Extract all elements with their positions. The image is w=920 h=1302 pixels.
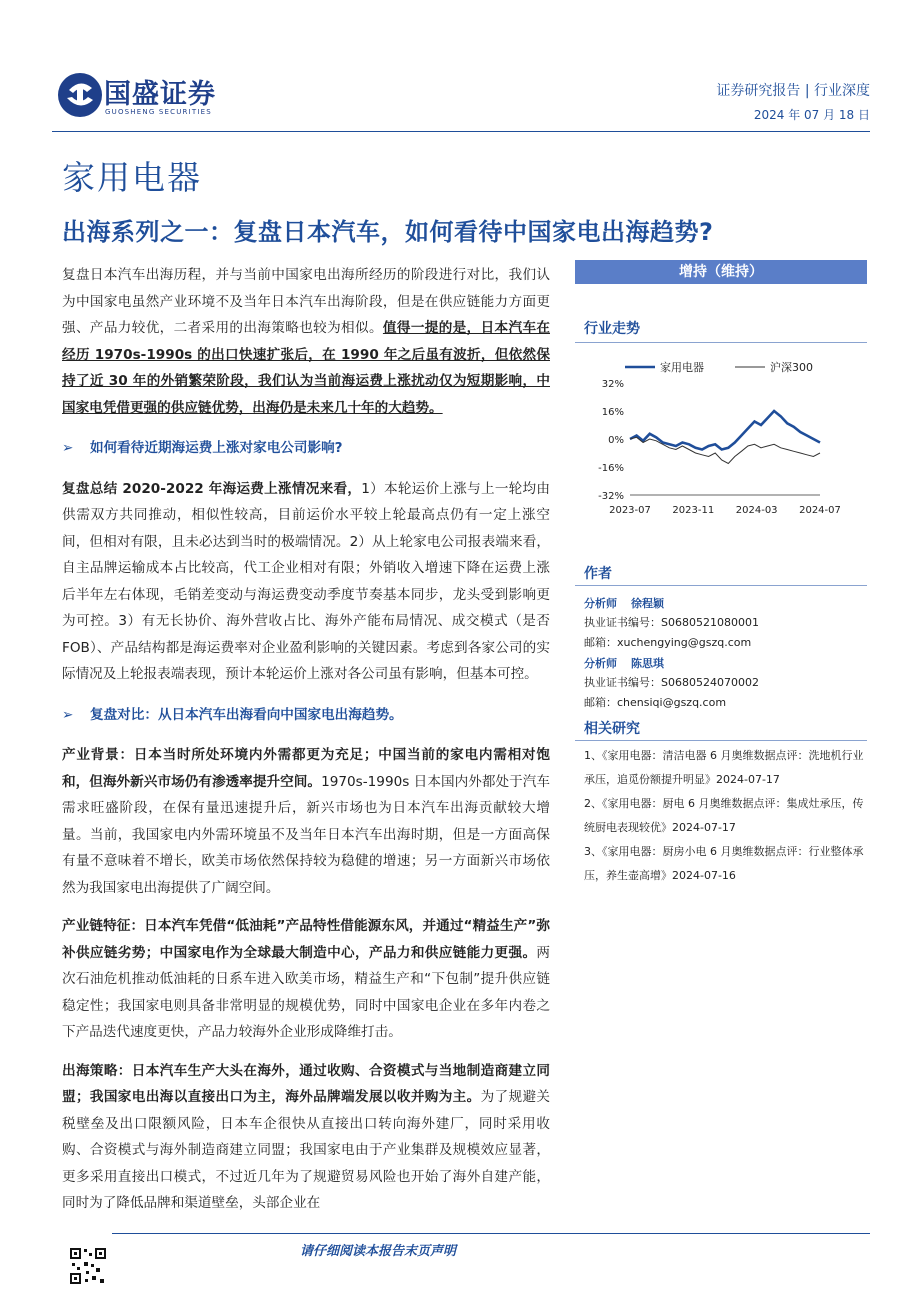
industry-trend-chart [580,355,870,525]
legend-label: 沪深300 [770,361,813,374]
author-1-email: 邮箱：xuchengying@gszq.com [584,636,752,649]
industry-title: 家用电器 [62,158,202,197]
footer-divider [112,1233,870,1234]
p1-body: 1970s-1990s 日本国内外都处于汽车需求旺盛阶段，在保有量迅速提升后，新兴市场也为日本汽车出海贡献较大增量。当前，我国家电内外需环境虽不及当年日本汽车出海时期，但是一方面高保有量不意味着不增长，欧美市场依然保持较为稳健的增速；另一方面新兴市场依然为我国家电出海提供了广阔空间。 [62,773,550,896]
p2-lead: 产业链特征：日本汽车凭借“低油耗”产品特性借能源东风，并通过“精益生产”弥补供应链劣势；中国家电作为全球最大制造中心，产品力和供应链能力更强。 [62,918,550,961]
report-body [62,262,550,1217]
author-1 [584,595,664,611]
author-name: 陈思琪 [631,657,664,670]
industry-background-paragraph [62,742,550,901]
header-divider [52,131,870,132]
y-tick-label: 32% [601,379,624,390]
report-type: 证券研究报告 | 行业深度 [716,83,870,99]
section1-body: 1）本轮运价上涨与上一轮均由供需双方共同推动，相似性较高，目前运价水平较上轮最高点仍有一定上涨空间，但相对有限，且未必达到当时的极端情况。2）从上轮家电公司报表端来看，自主品牌运输成本占比较高，代工企业相对有限；外销收入增速下降在运费上涨后半年左右体现，毛销差变动与海运费变动季度节奏基本同步，龙头受到影响更为可控。3）有无长协价、海外营收占比、海外产能布局情况、成交模式（是否 FOB）、产品结构都是海运费率对企业盈利影响的关键因素。考虑到各家公司的实际情况及上轮报表端表现，预计本轮运价上涨对各公司虽有影响，但基本可控。 [62,480,550,682]
author-name: 徐程颖 [631,597,664,610]
trend-divider [575,342,867,343]
rating-badge: 增持（维持） [575,260,867,284]
qr-code-icon [68,1246,108,1286]
footer-disclaimer: 请仔细阅读本报告末页声明 [300,1244,457,1259]
authors-divider [575,585,867,586]
x-tick-label: 2023-11 [672,505,715,516]
author-2-email: 邮箱：chensiqi@gszq.com [584,696,727,709]
section1-bullet-text: 如何看待近期海运费上涨对家电公司影响? [90,440,343,456]
summary-highlight: 值得一提的是，日本汽车在经历 1970s-1990s 的出口快速扩张后，在 1990 年之后虽有波折，但依然保持了近 30 年的外销繁荣阶段，我们认为当前海运费上涨扰动仅为短期影响，中国家电凭借更强的供应链优势，出海仍是未来几十年的大趋势。 [62,320,550,416]
author-2-cert: 执业证书编号：S0680524070002 [584,676,759,689]
authors-title: 作者 [584,566,612,582]
trend-title: 行业走势 [584,321,640,337]
y-tick-label: 16% [601,407,624,418]
legend-label: 家用电器 [660,361,704,374]
y-tick-label: -32% [598,491,624,502]
strategy-paragraph [62,1058,550,1217]
p1-lead: 产业背景：日本当时所处环境内外需都更为充足；中国当前的家电内需相对饱和，但海外新兴市场仍有渗透率提升空间。 [62,747,550,790]
author-role: 分析师 [584,597,617,610]
p3-lead: 出海策略：日本汽车生产大头在海外，通过收购、合资模式与当地制造商建立同盟；我国家电出海以直接出口为主，海外品牌端发展以收并购为主。 [62,1062,550,1105]
p3-body: 为了规避关税壁垒及出口限额风险，日本车企很快从直接出口转向海外建厂，同时采用收购、合资模式与海外制造商建立同盟；我国家电由于产业集群及规模效应显著，更多采用直接出口模式，不过近几年为了规避贸易风险也开始了海外自建产能，同时为了降低品牌和渠道壁垒，头部企业在 [62,1089,550,1211]
logo-english-text: GUOSHENG SECURITIES [105,108,212,116]
section1-paragraph [62,476,550,688]
series-line-2 [630,437,820,463]
related-title: 相关研究 [584,721,640,737]
related-item[interactable]: 1、《家用电器：清洁电器 6 月奥维数据点评：洗地机行业承压，追觅份额提升明显》2024-07-17 [584,749,864,786]
supply-chain-paragraph [62,913,550,1046]
y-tick-label: 0% [608,435,624,446]
x-tick-label: 2024-07 [799,505,841,516]
author-1-cert: 执业证书编号：S0680521080001 [584,616,759,629]
y-tick-label: -16% [598,463,624,474]
summary-intro: 复盘日本汽车出海历程，并与当前中国家电出海所经历的阶段进行对比，我们认为中国家电虽然产业环境不及当年日本汽车出海阶段，但是在供应链能力方面更强、产品力较优，二者采用的出海策略也较为相似。 [62,267,550,336]
report-headline: 出海系列之一：复盘日本汽车，如何看待中国家电出海趋势? [62,218,714,246]
email-link[interactable]: chensiqi@gszq.com [617,696,727,709]
section2-bullet-text: 复盘对比：从日本汽车出海看向中国家电出海趋势。 [90,706,403,723]
author-2 [584,655,664,671]
arrow-icon: ➢ [62,706,74,723]
related-item[interactable]: 3、《家用电器：厨房小电 6 月奥维数据点评：行业整体承压，养生壶高增》2024-07-16 [584,845,864,882]
email-link[interactable]: xuchengying@gszq.com [617,636,752,649]
section-bullet [62,435,550,462]
logo-text: 国盛证券 [104,79,216,110]
series-line-1 [630,411,820,450]
related-item[interactable]: 2、《家用电器：厨电 6 月奥维数据点评：集成灶承压，传统厨电表现较优》2024-07-17 [584,797,864,834]
report-date: 2024 年 07 月 18 日 [753,108,870,122]
p2-body: 两次石油危机推动低油耗的日系车进入欧美市场，精益生产和“下包制”提升供应链稳定性；我国家电则具备非常明显的规模优势，同时中国家电企业在多年内卷之下产品迭代速度更快，产品力较海外企业形成降维打击。 [62,944,550,1040]
x-tick-label: 2024-03 [735,505,778,516]
x-tick-label: 2023-07 [609,505,651,516]
related-divider [575,740,867,741]
section1-lead: 复盘总结 2020-2022 年海运费上涨情况来看， [62,480,362,497]
section-bullet [62,702,550,729]
summary-paragraph [62,262,550,421]
author-role: 分析师 [584,657,617,670]
arrow-icon: ➢ [62,440,74,456]
